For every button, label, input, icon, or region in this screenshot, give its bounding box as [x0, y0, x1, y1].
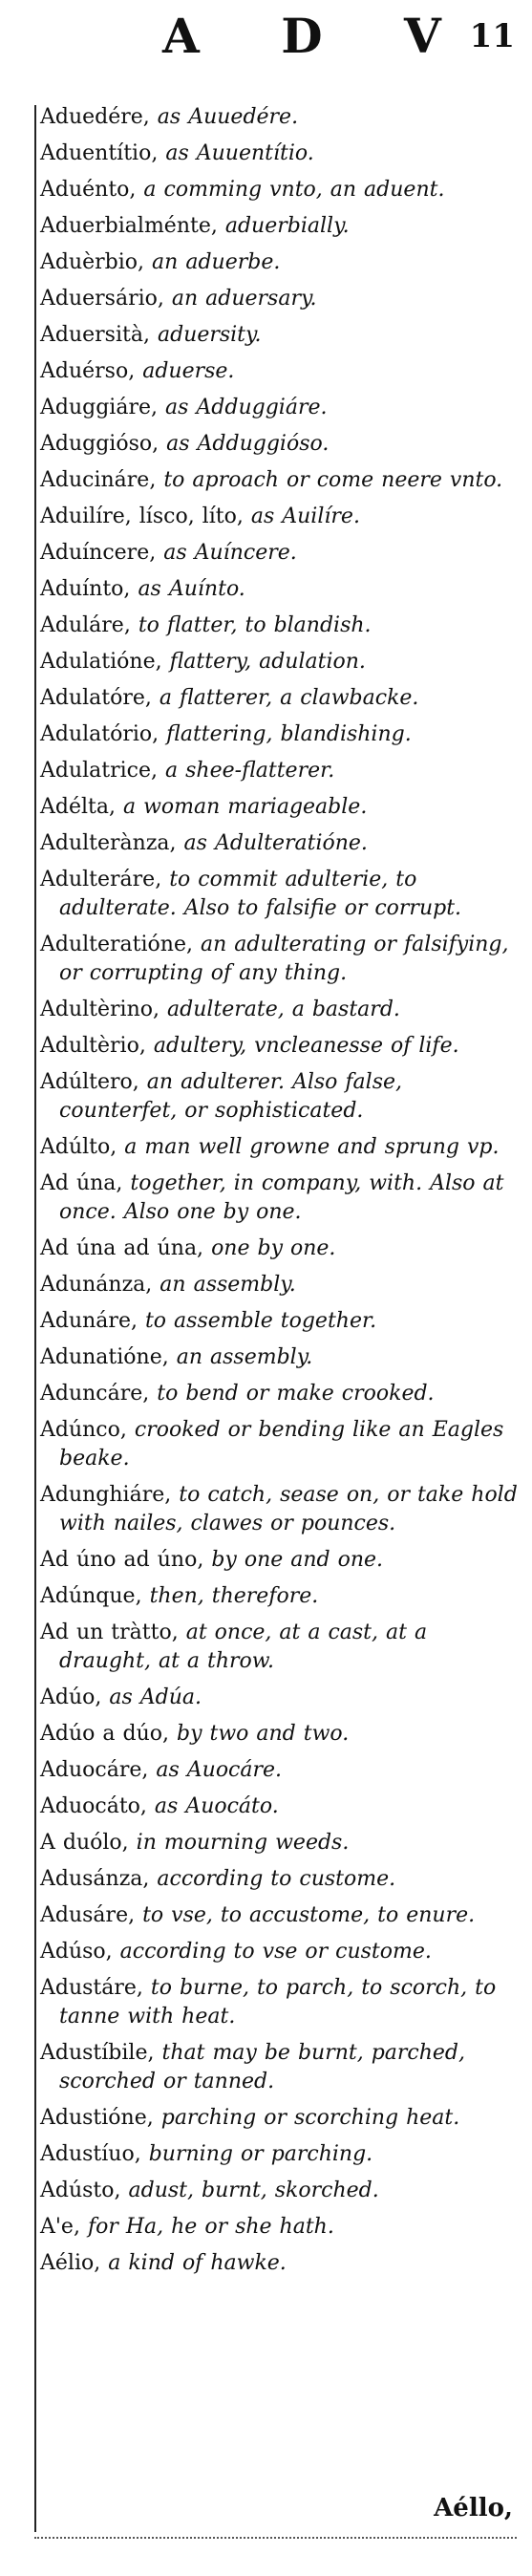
entry-definition: according to custome. [157, 1867, 396, 1891]
dictionary-entry [40, 612, 518, 640]
entry-headword: Adulatóre, [40, 686, 152, 710]
entry-headword: Adustíuo, [40, 2142, 141, 2166]
entry-definition: for Ha, he or she hath. [87, 2215, 334, 2239]
entry-definition: in mourning weeds. [136, 1831, 350, 1855]
entry-definition: as Adduggióso. [166, 432, 330, 456]
dictionary-entry [40, 684, 518, 713]
entry-definition: an adulterating or falsifying, or corrupting of any thing. [59, 933, 509, 985]
entry-headword: Adúo a dúo, [40, 1722, 169, 1746]
dictionary-entry [40, 140, 518, 168]
dictionary-entry [40, 357, 518, 386]
entry-headword: Aduérso, [40, 359, 136, 383]
entry-headword: Aélio, [40, 2251, 101, 2275]
entry-headword: A duólo, [40, 1831, 129, 1855]
running-head: A D V [162, 8, 474, 64]
catchword: Aéllo, [434, 2494, 513, 2522]
entry-headword: Adulatrice, [40, 759, 159, 783]
entry-definition: parching or scorching heat. [160, 2106, 460, 2130]
entry-headword: Adúlto, [40, 1135, 117, 1159]
entry-definition: an aduersary. [171, 287, 317, 311]
entry-definition: adulterate, a bastard. [167, 998, 400, 1021]
entry-headword: Adúso, [40, 1940, 113, 1964]
entry-headword: Adunghiáre, [40, 1483, 172, 1507]
entry-headword: Adulteráre, [40, 868, 162, 891]
dictionary-entry [40, 2249, 518, 2278]
entry-definition: a comming vnto, an aduent. [143, 178, 445, 202]
dictionary-entry [40, 1829, 518, 1857]
entry-definition: aduerbially. [224, 214, 350, 238]
dictionary-entry [40, 2213, 518, 2242]
entry-headword: Adélta, [40, 795, 116, 819]
entry-headword: Adulatório, [40, 722, 160, 746]
entry-definition: aduersity. [157, 323, 262, 347]
entry-headword: Aduláre, [40, 613, 131, 637]
dictionary-entry [40, 575, 518, 604]
entry-headword: Adulteratióne, [40, 933, 193, 956]
entry-definition: a kind of hawke. [108, 2251, 287, 2275]
entry-headword: Adusáre, [40, 1903, 136, 1927]
dictionary-entry [40, 2039, 518, 2096]
entry-definition: a woman mariageable. [122, 795, 368, 819]
entry-headword: Adultèrino, [40, 998, 160, 1021]
dictionary-entry [40, 321, 518, 350]
entry-definition: to catch, sease on, or take hold with nailes, clawes or pounces. [59, 1483, 518, 1535]
dictionary-entry [40, 1416, 518, 1473]
dictionary-entry [40, 248, 518, 277]
entry-headword: Adúnco, [40, 1418, 127, 1442]
entry-headword: Aduedére, [40, 105, 150, 129]
column-rule [34, 105, 36, 2532]
entry-headword: Ad un tràtto, [40, 1621, 179, 1644]
entry-headword: Adustíbile, [40, 2041, 155, 2065]
dictionary-entry [40, 1234, 518, 1263]
dictionary-entry [40, 466, 518, 495]
dictionary-entry [40, 1756, 518, 1785]
dictionary-entry [40, 996, 518, 1024]
dictionary-entry [40, 829, 518, 858]
entry-definition: as Adulteratióne. [183, 831, 368, 855]
entry-headword: Adunáre, [40, 1309, 138, 1333]
entry-definition: by two and two. [176, 1722, 350, 1746]
dictionary-entry [40, 1865, 518, 1894]
entry-definition: to aproach or come neere vnto. [163, 468, 503, 492]
entry-headword: Aducináre, [40, 468, 157, 492]
dictionary-entry [40, 1938, 518, 1966]
entry-definition: burning or parching. [148, 2142, 373, 2166]
dictionary-entry [40, 1307, 518, 1336]
entry-headword: Aduíncere, [40, 541, 157, 565]
dictionary-entry [40, 1546, 518, 1575]
bottom-rule [34, 2537, 517, 2539]
entry-definition: as Auíncere. [163, 541, 297, 565]
entry-definition: adultery, vncleanesse of life. [153, 1034, 459, 1058]
entry-headword: Adustáre, [40, 1976, 143, 2000]
entry-definition: that may be burnt, parched, scorched or tanned. [59, 2041, 466, 2093]
entry-definition: one by one. [211, 1236, 336, 1260]
entry-definition: to commit adulterie, to adulterate. Also to falsifie or corrupt. [59, 868, 462, 920]
entry-headword: Adunatióne, [40, 1345, 169, 1369]
dictionary-entry [40, 1974, 518, 2031]
entry-definition: an aduerbe. [152, 250, 281, 274]
entry-headword: Aduilíre, lísco, líto, [40, 504, 244, 528]
entry-list [40, 103, 518, 2286]
dictionary-entry [40, 2104, 518, 2133]
entry-definition: an adulterer. Also false, counterfet, or sophisticated. [59, 1070, 403, 1123]
entry-definition: as Auínto. [138, 577, 245, 601]
entry-definition: a shee-flatterer. [165, 759, 335, 783]
entry-definition: adust, burnt, skorched. [128, 2179, 379, 2202]
dictionary-entry [40, 1720, 518, 1749]
entry-definition: as Auilíre. [250, 504, 360, 528]
entry-headword: Adulatióne, [40, 650, 162, 674]
dictionary-entry [40, 1619, 518, 1676]
entry-definition: aduerse. [142, 359, 235, 383]
entry-definition: as Adúa. [109, 1685, 202, 1709]
entry-headword: Ad úna ad úna, [40, 1236, 204, 1260]
entry-definition: flattery, adulation. [169, 650, 366, 674]
entry-headword: Aduénto, [40, 178, 137, 202]
dictionary-entry [40, 793, 518, 822]
dictionary-entry [40, 1343, 518, 1372]
page-header [0, 8, 532, 65]
entry-definition: as Adduggiáre. [165, 396, 328, 419]
dictionary-entry [40, 648, 518, 676]
entry-definition: at once, at a cast, at a draught, at a throw. [59, 1621, 428, 1673]
entry-headword: Adúo, [40, 1685, 102, 1709]
entry-definition: according to vse or custome. [119, 1940, 432, 1964]
entry-headword: Adulterànza, [40, 831, 177, 855]
entry-definition: as Auuedére. [157, 105, 299, 129]
dictionary-entry [40, 1684, 518, 1712]
entry-definition: as Auocáto. [154, 1794, 279, 1818]
dictionary-entry [40, 757, 518, 785]
dictionary-entry [40, 212, 518, 241]
entry-headword: Ad úna, [40, 1171, 123, 1195]
entry-definition: to bend or make crooked. [157, 1382, 435, 1406]
entry-headword: Adúnque, [40, 1584, 142, 1608]
entry-definition: to burne, to parch, to scorch, to tanne with heat. [59, 1976, 497, 2029]
dictionary-entry [40, 430, 518, 459]
entry-headword: Adúltero, [40, 1070, 139, 1094]
entry-headword: Aduocáre, [40, 1758, 149, 1782]
dictionary-entry [40, 1582, 518, 1611]
entry-definition: then, therefore. [149, 1584, 319, 1608]
entry-definition: flattering, blandishing. [166, 722, 412, 746]
entry-definition: a flatterer, a clawbacke. [159, 686, 419, 710]
dictionary-entry [40, 1901, 518, 1930]
entry-definition: to flatter, to blandish. [138, 613, 372, 637]
entry-headword: Aduncáre, [40, 1382, 150, 1406]
dictionary-entry [40, 2177, 518, 2205]
entry-headword: Aduèrbio, [40, 250, 145, 274]
entry-definition: crooked or bending like an Eagles beake. [59, 1418, 504, 1470]
dictionary-entry [40, 931, 518, 988]
dictionary-entry [40, 720, 518, 749]
entry-headword: Aduerbialménte, [40, 214, 218, 238]
dictionary-entry [40, 1380, 518, 1408]
entry-headword: Aduocáto, [40, 1794, 147, 1818]
entry-headword: Adustióne, [40, 2106, 154, 2130]
entry-definition: an assembly. [176, 1345, 313, 1369]
entry-headword: Ad úno ad úno, [40, 1548, 204, 1572]
entry-definition: together, in company, with. Also at once. Also one by one. [59, 1171, 504, 1224]
dictionary-entry [40, 2140, 518, 2169]
dictionary-entry [40, 285, 518, 313]
dictionary-entry [40, 1068, 518, 1126]
entry-definition: to vse, to accustome, to enure. [142, 1903, 476, 1927]
entry-headword: Aduggióso, [40, 432, 160, 456]
dictionary-entry [40, 394, 518, 422]
dictionary-entry [40, 1481, 518, 1538]
dictionary-entry [40, 1133, 518, 1162]
entry-definition: an assembly. [160, 1273, 296, 1297]
dictionary-entry [40, 103, 518, 132]
entry-headword: Adultèrio, [40, 1034, 146, 1058]
entry-headword: Aduentítio, [40, 141, 159, 165]
dictionary-entry [40, 1032, 518, 1061]
entry-headword: Adusánza, [40, 1867, 150, 1891]
entry-definition: to assemble together. [144, 1309, 377, 1333]
entry-definition: as Auocáre. [156, 1758, 283, 1782]
dictionary-entry [40, 866, 518, 923]
entry-headword: Aduersário, [40, 287, 164, 311]
entry-headword: Aduggiáre, [40, 396, 158, 419]
entry-definition: as Auuentítio. [165, 141, 314, 165]
dictionary-entry [40, 1271, 518, 1299]
entry-headword: Adústo, [40, 2179, 121, 2202]
entry-headword: A'e, [40, 2215, 80, 2239]
dictionary-entry [40, 1170, 518, 1227]
page-number: 11 [469, 17, 515, 55]
entry-headword: Aduersità, [40, 323, 150, 347]
entry-headword: Adunánza, [40, 1273, 153, 1297]
dictionary-entry [40, 1792, 518, 1821]
dictionary-entry [40, 539, 518, 568]
entry-headword: Aduínto, [40, 577, 131, 601]
dictionary-entry [40, 176, 518, 204]
entry-definition: by one and one. [211, 1548, 384, 1572]
entry-definition: a man well growne and sprung vp. [124, 1135, 500, 1159]
dictionary-entry [40, 503, 518, 531]
